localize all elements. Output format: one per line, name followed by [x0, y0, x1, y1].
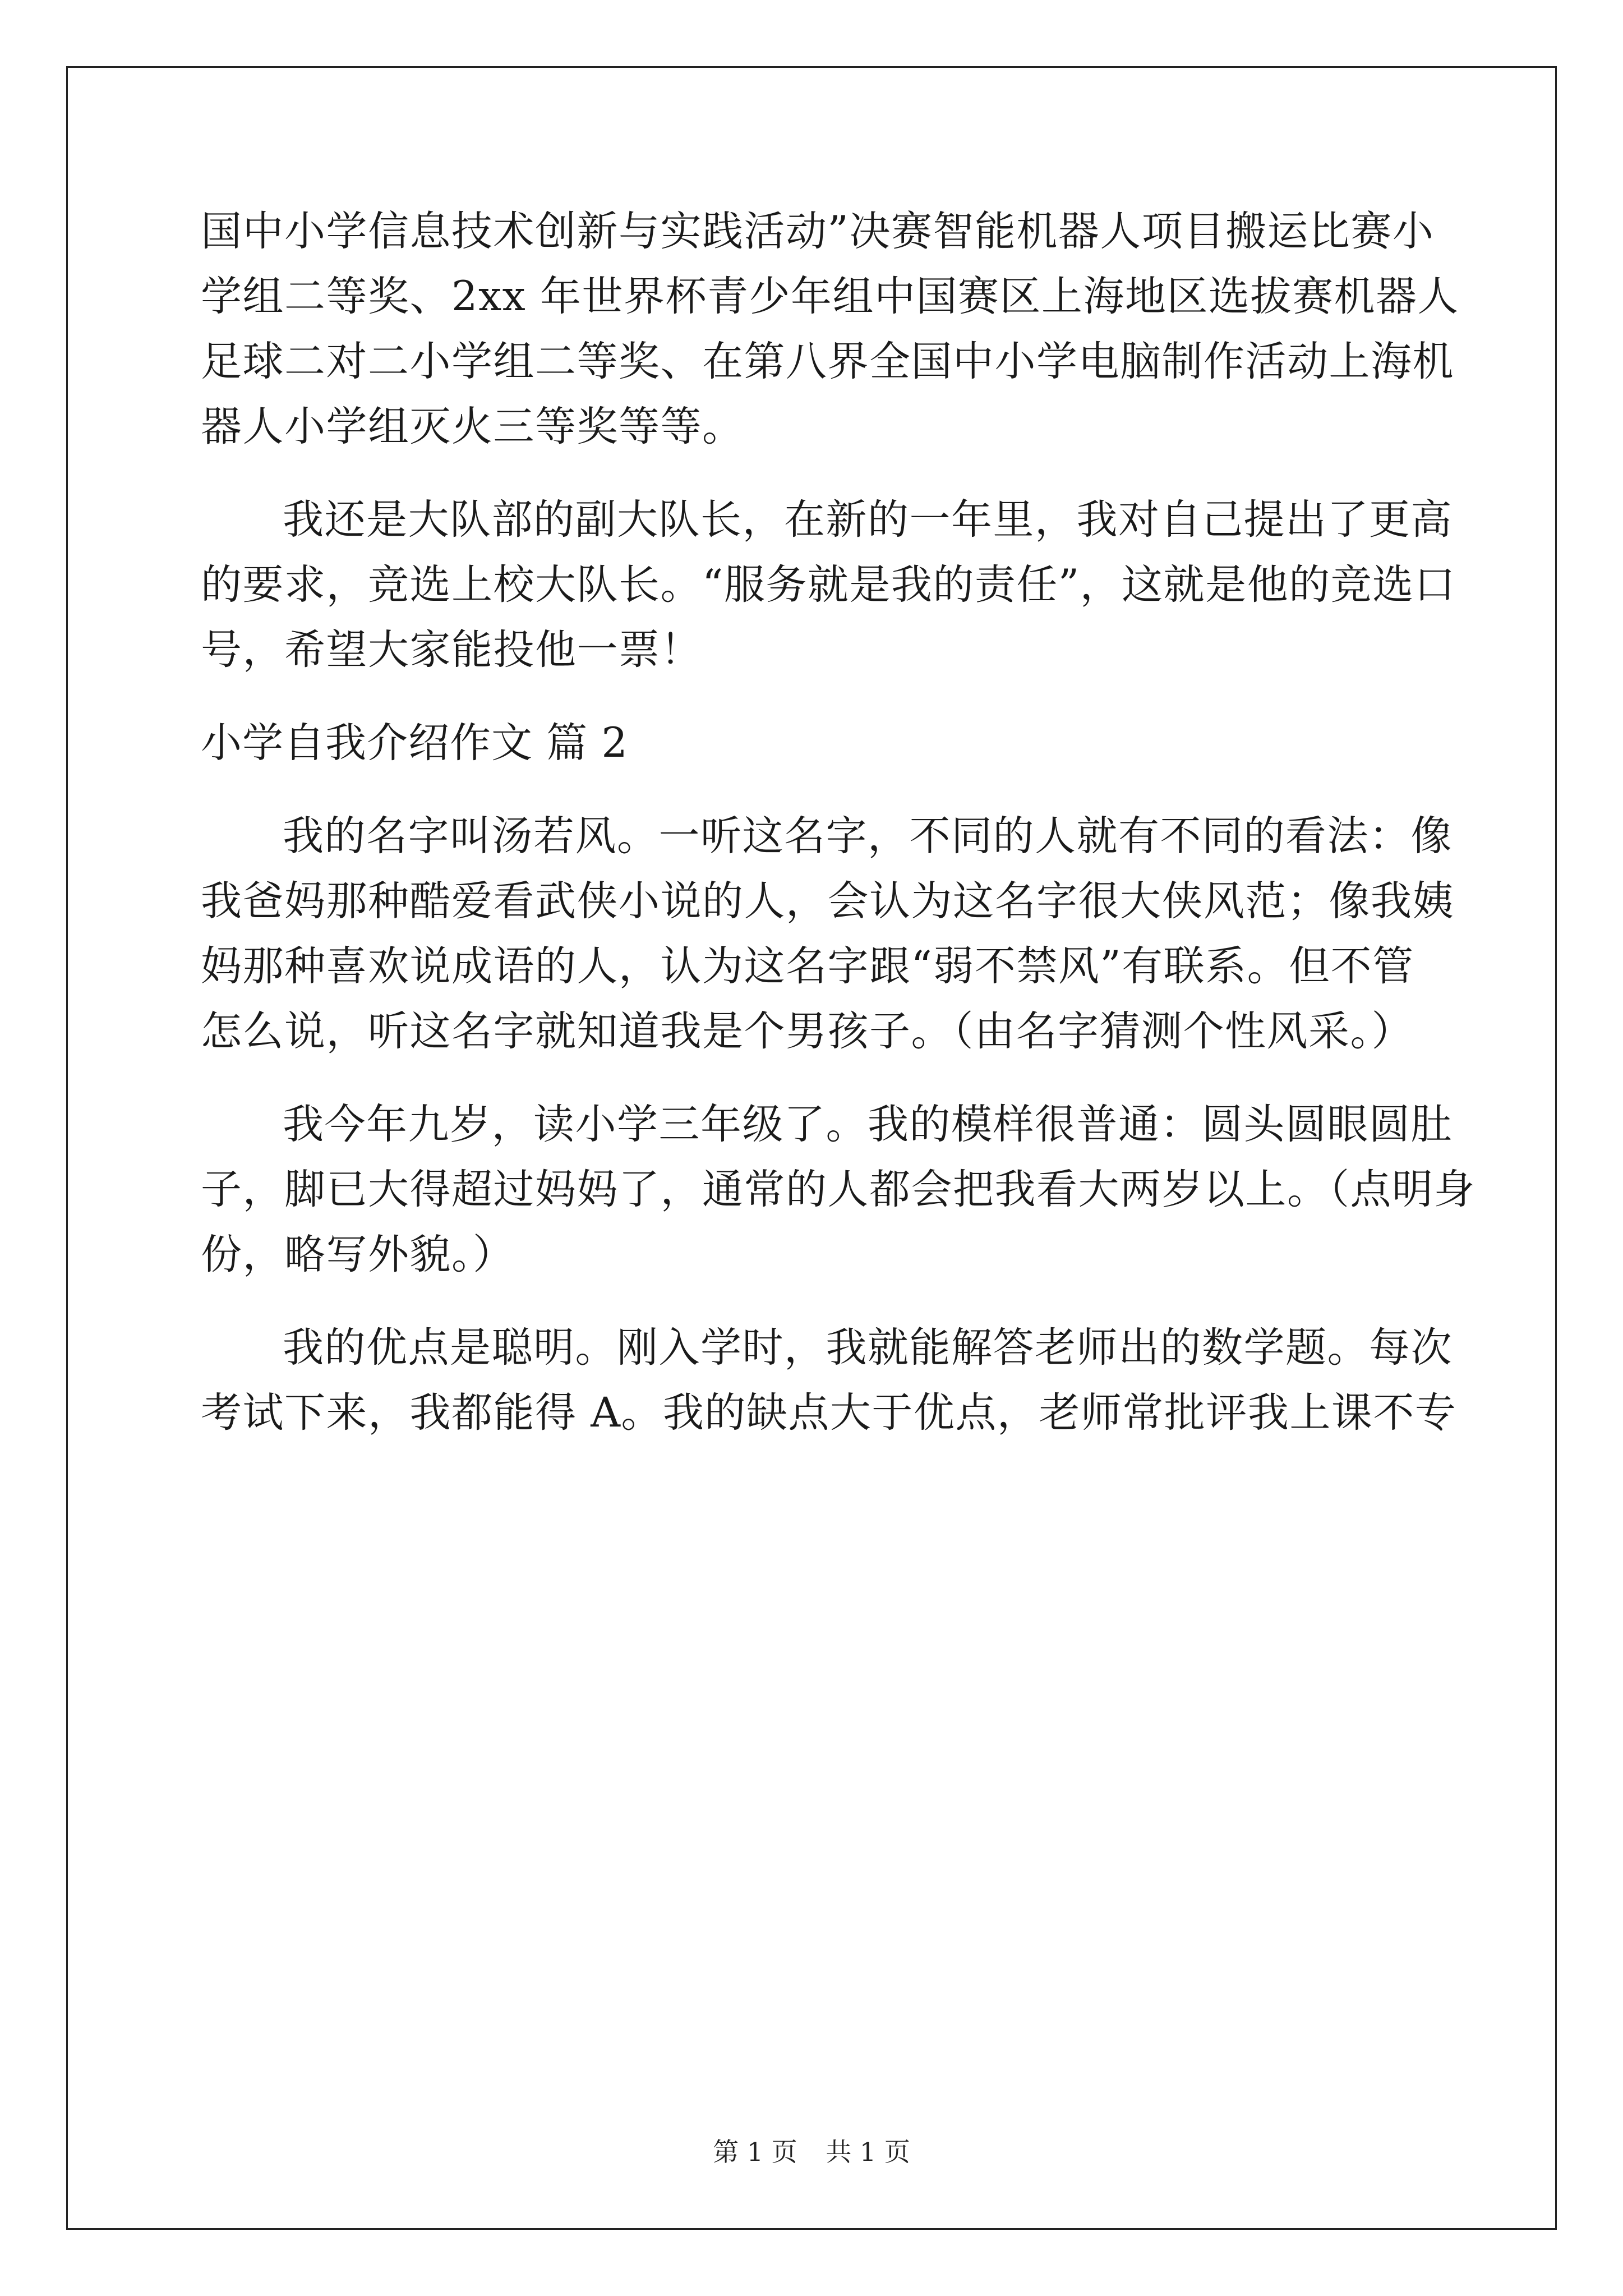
text-line: 号，希望大家能投他一票！ [201, 626, 702, 674]
paragraph-first-line: 我的名字叫汤若风。一听这名字，不同的人就有不同的看法：像 [283, 812, 1453, 860]
paragraph-first-line: 我的优点是聪明。刚入学时，我就能解答老师出的数学题。每次 [283, 1324, 1453, 1372]
text-line: 器人小学组灭火三等奖等等。 [201, 403, 744, 450]
section-heading: 小学自我介绍作文 篇 2 [201, 719, 628, 767]
page-number: 第 1 页 [713, 2137, 797, 2167]
paragraph-first-line: 我还是大队部的副大队长，在新的一年里，我对自己提出了更高 [283, 496, 1453, 544]
paragraph-first-line: 我今年九岁，读小学三年级了。我的模样很普通：圆头圆眼圆肚 [283, 1101, 1453, 1148]
text-line: 份，略写外貌。） [201, 1231, 515, 1278]
text-line: 考试下来，我都能得 A。我的缺点大于优点，老师常批评我上课不专 [201, 1389, 1457, 1437]
text-line: 国中小学信息技术创新与实践活动”决赛智能机器人项目搬运比赛小 [201, 208, 1435, 255]
text-line: 的要求，竞选上校大队长。“服务就是我的责任”，这就是他的竞选口 [201, 561, 1456, 609]
page-total: 共 1 页 [826, 2137, 910, 2167]
text-line: 妈那种喜欢说成语的人，认为这名字跟“弱不禁风”有联系。但不管 [201, 942, 1414, 990]
text-line: 足球二对二小学组二等奖、在第八界全国中小学电脑制作活动上海机 [201, 338, 1454, 385]
text-line: 怎么说，听这名字就知道我是个男孩子。（由名字猜测个性风采。） [201, 1007, 1413, 1055]
text-line: 子，脚已大得超过妈妈了，通常的人都会把我看大两岁以上。（点明身 [201, 1166, 1476, 1213]
text-line: 我爸妈那种酷爱看武侠小说的人，会认为这名字很大侠风范；像我姨 [201, 877, 1454, 925]
document-body [201, 199, 1476, 1446]
text-line: 学组二等奖、2xx 年世界杯青少年组中国赛区上海地区选拔赛机器人 [201, 273, 1459, 320]
page-footer [0, 2132, 1623, 2169]
